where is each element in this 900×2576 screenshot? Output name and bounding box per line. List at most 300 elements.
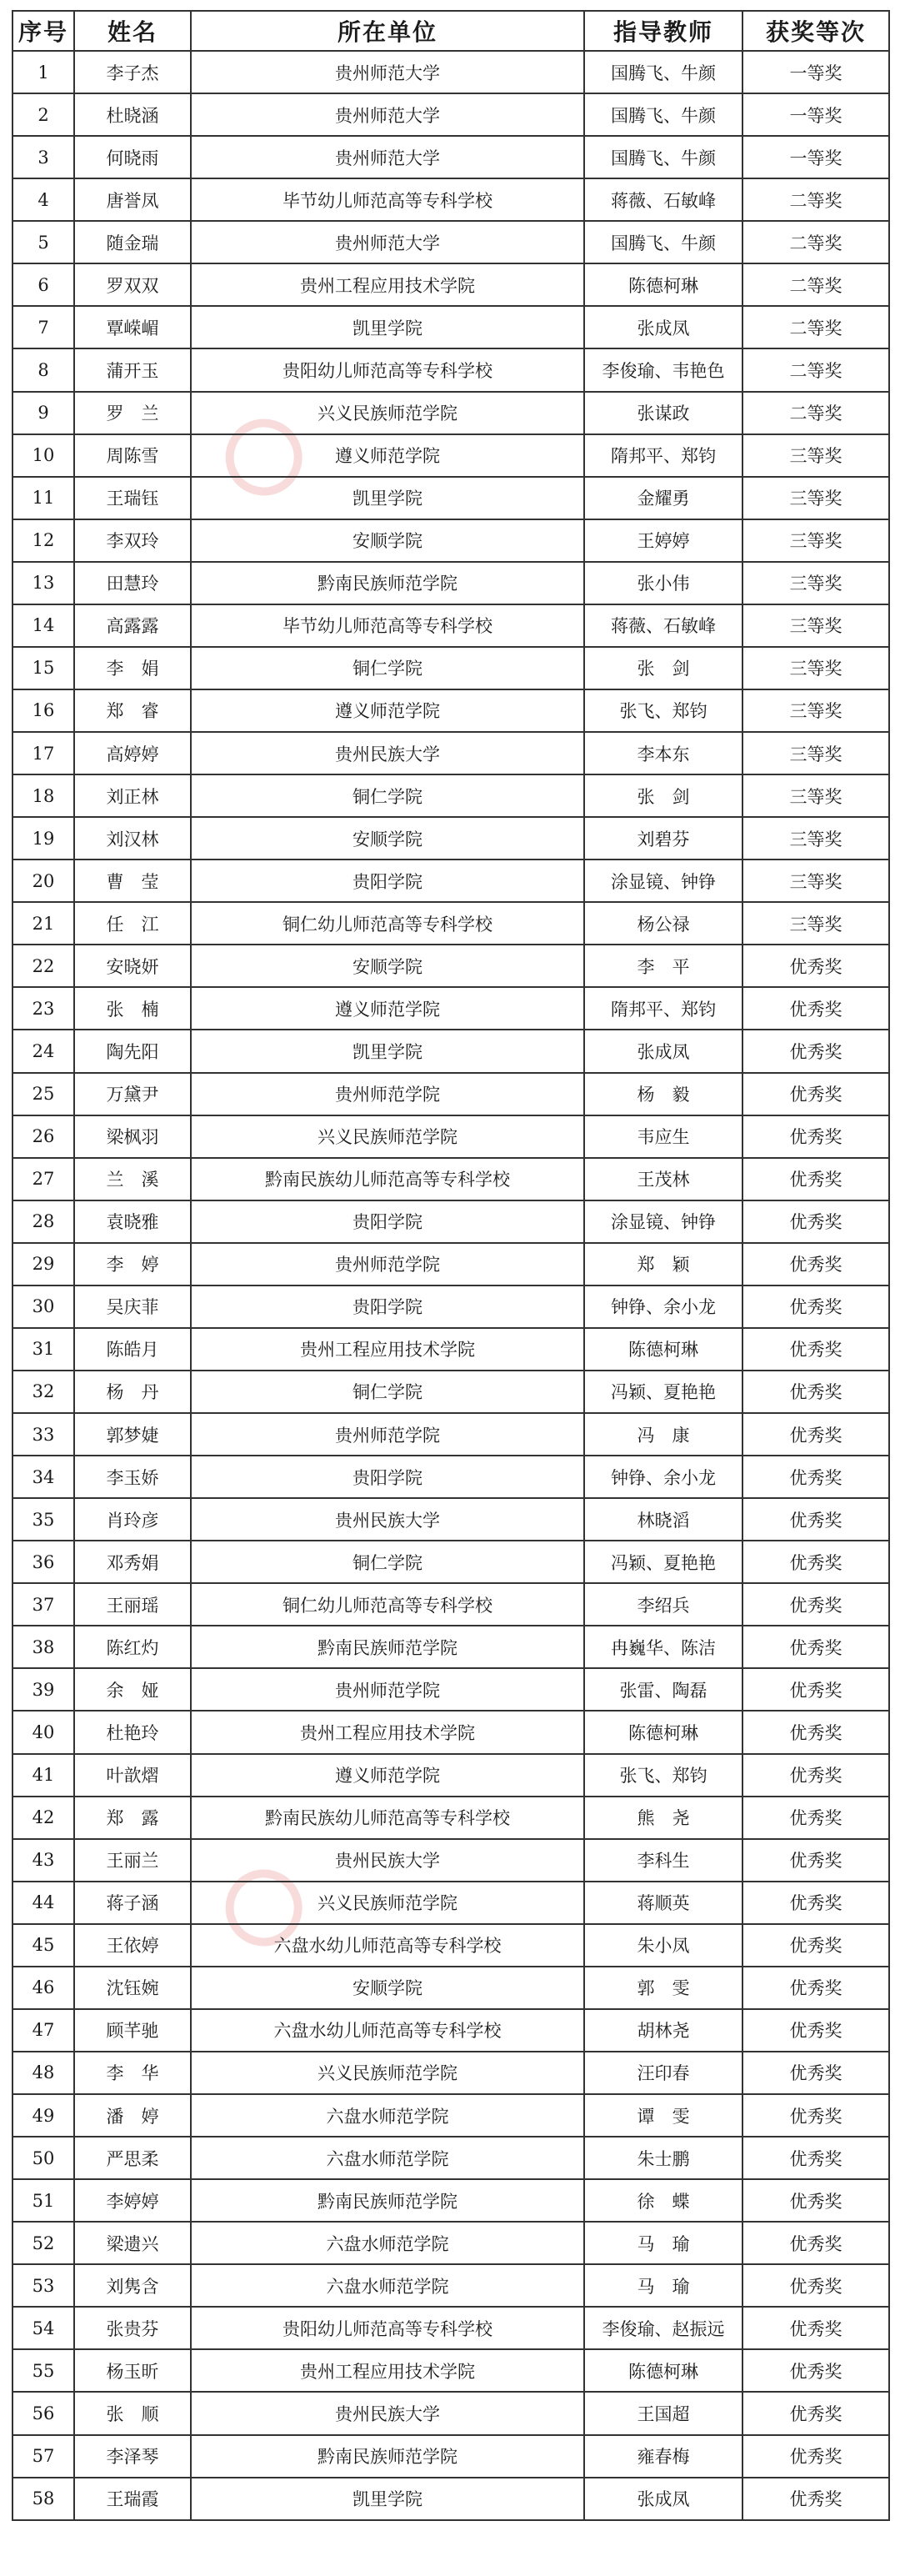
name-cell: 陈红灼 bbox=[74, 1626, 191, 1668]
award-level-cell: 三等奖 bbox=[742, 774, 889, 817]
name-cell: 郑 睿 bbox=[74, 689, 191, 732]
name-cell: 罗双双 bbox=[74, 263, 191, 306]
table-row bbox=[12, 519, 889, 562]
serial-number-cell: 22 bbox=[12, 945, 74, 987]
advisor-cell: 胡林尧 bbox=[584, 2009, 742, 2052]
institution-cell: 贵阳幼儿师范高等专科学校 bbox=[191, 348, 584, 391]
advisor-cell: 杨公禄 bbox=[584, 902, 742, 945]
table-row bbox=[12, 2264, 889, 2307]
name-cell: 王丽兰 bbox=[74, 1839, 191, 1882]
name-cell: 王瑞钰 bbox=[74, 477, 191, 519]
serial-number-cell: 43 bbox=[12, 1839, 74, 1882]
institution-cell: 铜仁学院 bbox=[191, 647, 584, 689]
advisor-cell: 国腾飞、牛颜 bbox=[584, 221, 742, 263]
table-row bbox=[12, 1073, 889, 1115]
advisor-cell: 张小伟 bbox=[584, 562, 742, 604]
serial-number-cell: 54 bbox=[12, 2307, 74, 2349]
header-award-level: 获奖等次 bbox=[742, 11, 889, 51]
name-cell: 沈钰婉 bbox=[74, 1967, 191, 2009]
award-level-cell: 优秀奖 bbox=[742, 1626, 889, 1668]
name-cell: 杜晓涵 bbox=[74, 93, 191, 136]
serial-number-cell: 4 bbox=[12, 178, 74, 221]
serial-number-cell: 49 bbox=[12, 2094, 74, 2137]
advisor-cell: 冯颖、夏艳艳 bbox=[584, 1371, 742, 1413]
name-cell: 王丽瑶 bbox=[74, 1583, 191, 1626]
advisor-cell: 刘碧芬 bbox=[584, 817, 742, 860]
serial-number-cell: 40 bbox=[12, 1711, 74, 1753]
institution-cell: 遵义师范学院 bbox=[191, 1754, 584, 1797]
name-cell: 李 娟 bbox=[74, 647, 191, 689]
serial-number-cell: 45 bbox=[12, 1924, 74, 1967]
advisor-cell: 杨 毅 bbox=[584, 1073, 742, 1115]
name-cell: 陶先阳 bbox=[74, 1030, 191, 1072]
serial-number-cell: 16 bbox=[12, 689, 74, 732]
name-cell: 高露露 bbox=[74, 604, 191, 647]
advisor-cell: 张雷、陶磊 bbox=[584, 1668, 742, 1711]
name-cell: 蒋子涵 bbox=[74, 1882, 191, 1924]
institution-cell: 兴义民族师范学院 bbox=[191, 1882, 584, 1924]
serial-number-cell: 39 bbox=[12, 1668, 74, 1711]
award-level-cell: 优秀奖 bbox=[742, 1967, 889, 2009]
institution-cell: 贵州师范学院 bbox=[191, 1073, 584, 1115]
table-row bbox=[12, 1711, 889, 1753]
institution-cell: 贵阳学院 bbox=[191, 860, 584, 902]
award-level-cell: 优秀奖 bbox=[742, 1413, 889, 1456]
name-cell: 王依婷 bbox=[74, 1924, 191, 1967]
serial-number-cell: 9 bbox=[12, 392, 74, 434]
serial-number-cell: 51 bbox=[12, 2179, 74, 2222]
award-level-cell: 优秀奖 bbox=[742, 1030, 889, 1072]
table-row bbox=[12, 860, 889, 902]
serial-number-cell: 20 bbox=[12, 860, 74, 902]
name-cell: 随金瑞 bbox=[74, 221, 191, 263]
serial-number-cell: 25 bbox=[12, 1073, 74, 1115]
advisor-cell: 李俊瑜、韦艳色 bbox=[584, 348, 742, 391]
name-cell: 陈皓月 bbox=[74, 1328, 191, 1371]
name-cell: 李婷婷 bbox=[74, 2179, 191, 2222]
table-row bbox=[12, 51, 889, 93]
institution-cell: 贵州工程应用技术学院 bbox=[191, 263, 584, 306]
table-row bbox=[12, 1924, 889, 1967]
advisor-cell: 谭 雯 bbox=[584, 2094, 742, 2137]
table-row bbox=[12, 306, 889, 348]
table-row bbox=[12, 1158, 889, 1200]
name-cell: 李子杰 bbox=[74, 51, 191, 93]
award-level-cell: 优秀奖 bbox=[742, 1541, 889, 1583]
award-level-cell: 二等奖 bbox=[742, 178, 889, 221]
award-level-cell: 优秀奖 bbox=[742, 1839, 889, 1882]
serial-number-cell: 5 bbox=[12, 221, 74, 263]
institution-cell: 铜仁学院 bbox=[191, 1371, 584, 1413]
award-level-cell: 优秀奖 bbox=[742, 2392, 889, 2434]
award-level-cell: 一等奖 bbox=[742, 51, 889, 93]
award-level-cell: 三等奖 bbox=[742, 689, 889, 732]
advisor-cell: 韦应生 bbox=[584, 1115, 742, 1158]
table-row bbox=[12, 136, 889, 178]
table-row bbox=[12, 1413, 889, 1456]
table-row bbox=[12, 1797, 889, 1839]
table-row bbox=[12, 1541, 889, 1583]
advisor-cell: 张飞、郑钧 bbox=[584, 689, 742, 732]
advisor-cell: 王婷婷 bbox=[584, 519, 742, 562]
name-cell: 杜艳玲 bbox=[74, 1711, 191, 1753]
table-row bbox=[12, 689, 889, 732]
table-row bbox=[12, 2137, 889, 2179]
header-serial-number: 序号 bbox=[12, 11, 74, 51]
table-row bbox=[12, 1200, 889, 1243]
name-cell: 万黛尹 bbox=[74, 1073, 191, 1115]
institution-cell: 六盘水师范学院 bbox=[191, 2222, 584, 2264]
serial-number-cell: 33 bbox=[12, 1413, 74, 1456]
institution-cell: 兴义民族师范学院 bbox=[191, 392, 584, 434]
table-row bbox=[12, 1498, 889, 1541]
header-institution: 所在单位 bbox=[191, 11, 584, 51]
name-cell: 田慧玲 bbox=[74, 562, 191, 604]
advisor-cell: 张 剑 bbox=[584, 647, 742, 689]
advisor-cell: 冯 康 bbox=[584, 1413, 742, 1456]
serial-number-cell: 31 bbox=[12, 1328, 74, 1371]
award-level-cell: 三等奖 bbox=[742, 860, 889, 902]
advisor-cell: 熊 尧 bbox=[584, 1797, 742, 1839]
advisor-cell: 李俊瑜、赵振远 bbox=[584, 2307, 742, 2349]
institution-cell: 六盘水师范学院 bbox=[191, 2264, 584, 2307]
name-cell: 安晓妍 bbox=[74, 945, 191, 987]
serial-number-cell: 48 bbox=[12, 2052, 74, 2094]
serial-number-cell: 1 bbox=[12, 51, 74, 93]
institution-cell: 六盘水幼儿师范高等专科学校 bbox=[191, 1924, 584, 1967]
serial-number-cell: 56 bbox=[12, 2392, 74, 2434]
institution-cell: 六盘水幼儿师范高等专科学校 bbox=[191, 2009, 584, 2052]
name-cell: 郭梦婕 bbox=[74, 1413, 191, 1456]
name-cell: 张贵芬 bbox=[74, 2307, 191, 2349]
serial-number-cell: 2 bbox=[12, 93, 74, 136]
table-row bbox=[12, 1882, 889, 1924]
advisor-cell: 徐 蝶 bbox=[584, 2179, 742, 2222]
institution-cell: 毕节幼儿师范高等专科学校 bbox=[191, 178, 584, 221]
table-row bbox=[12, 1115, 889, 1158]
table-row bbox=[12, 945, 889, 987]
table-row bbox=[12, 1626, 889, 1668]
header-row bbox=[12, 11, 889, 51]
table-row bbox=[12, 2009, 889, 2052]
award-level-cell: 优秀奖 bbox=[742, 1158, 889, 1200]
institution-cell: 凯里学院 bbox=[191, 2478, 584, 2520]
award-level-cell: 二等奖 bbox=[742, 348, 889, 391]
advisor-cell: 涂显镜、钟铮 bbox=[584, 1200, 742, 1243]
name-cell: 张 顺 bbox=[74, 2392, 191, 2434]
advisor-cell: 张 剑 bbox=[584, 774, 742, 817]
name-cell: 郑 露 bbox=[74, 1797, 191, 1839]
award-level-cell: 一等奖 bbox=[742, 93, 889, 136]
serial-number-cell: 57 bbox=[12, 2435, 74, 2478]
table-row bbox=[12, 178, 889, 221]
serial-number-cell: 11 bbox=[12, 477, 74, 519]
name-cell: 杨玉昕 bbox=[74, 2349, 191, 2392]
advisor-cell: 隋邦平、郑钧 bbox=[584, 434, 742, 477]
table-row bbox=[12, 2052, 889, 2094]
advisor-cell: 张成凤 bbox=[584, 2478, 742, 2520]
name-cell: 刘隽含 bbox=[74, 2264, 191, 2307]
name-cell: 严思柔 bbox=[74, 2137, 191, 2179]
advisor-cell: 郭 雯 bbox=[584, 1967, 742, 2009]
name-cell: 李双玲 bbox=[74, 519, 191, 562]
name-cell: 蒲开玉 bbox=[74, 348, 191, 391]
advisor-cell: 王国超 bbox=[584, 2392, 742, 2434]
name-cell: 罗 兰 bbox=[74, 392, 191, 434]
serial-number-cell: 6 bbox=[12, 263, 74, 306]
institution-cell: 贵州师范学院 bbox=[191, 1668, 584, 1711]
advisor-cell: 李绍兵 bbox=[584, 1583, 742, 1626]
award-level-cell: 二等奖 bbox=[742, 221, 889, 263]
serial-number-cell: 26 bbox=[12, 1115, 74, 1158]
institution-cell: 贵州师范大学 bbox=[191, 51, 584, 93]
table-row bbox=[12, 774, 889, 817]
advisor-cell: 陈德柯琳 bbox=[584, 1711, 742, 1753]
advisor-cell: 朱士鹏 bbox=[584, 2137, 742, 2179]
institution-cell: 凯里学院 bbox=[191, 306, 584, 348]
name-cell: 高婷婷 bbox=[74, 732, 191, 774]
advisor-cell: 王茂林 bbox=[584, 1158, 742, 1200]
advisor-cell: 冉巍华、陈洁 bbox=[584, 1626, 742, 1668]
institution-cell: 兴义民族师范学院 bbox=[191, 1115, 584, 1158]
award-level-cell: 优秀奖 bbox=[742, 1498, 889, 1541]
advisor-cell: 马 瑜 bbox=[584, 2264, 742, 2307]
serial-number-cell: 37 bbox=[12, 1583, 74, 1626]
advisor-cell: 李本东 bbox=[584, 732, 742, 774]
advisor-cell: 陈德柯琳 bbox=[584, 2349, 742, 2392]
award-level-cell: 优秀奖 bbox=[742, 2264, 889, 2307]
award-level-cell: 优秀奖 bbox=[742, 1924, 889, 1967]
award-level-cell: 三等奖 bbox=[742, 519, 889, 562]
institution-cell: 铜仁幼儿师范高等专科学校 bbox=[191, 1583, 584, 1626]
table-row bbox=[12, 2435, 889, 2478]
name-cell: 邓秀娟 bbox=[74, 1541, 191, 1583]
advisor-cell: 汪印春 bbox=[584, 2052, 742, 2094]
award-level-cell: 优秀奖 bbox=[742, 1583, 889, 1626]
name-cell: 李 华 bbox=[74, 2052, 191, 2094]
table-row bbox=[12, 1285, 889, 1328]
advisor-cell: 钟铮、余小龙 bbox=[584, 1456, 742, 1498]
name-cell: 李泽琴 bbox=[74, 2435, 191, 2478]
table-row bbox=[12, 1328, 889, 1371]
institution-cell: 贵州民族大学 bbox=[191, 732, 584, 774]
advisor-cell: 雍春梅 bbox=[584, 2435, 742, 2478]
institution-cell: 贵州工程应用技术学院 bbox=[191, 1711, 584, 1753]
award-level-cell: 优秀奖 bbox=[742, 1668, 889, 1711]
table-row bbox=[12, 1668, 889, 1711]
award-level-cell: 三等奖 bbox=[742, 562, 889, 604]
header-advisor: 指导教师 bbox=[584, 11, 742, 51]
institution-cell: 黔南民族师范学院 bbox=[191, 2179, 584, 2222]
institution-cell: 兴义民族师范学院 bbox=[191, 2052, 584, 2094]
advisor-cell: 蒋薇、石敏峰 bbox=[584, 604, 742, 647]
name-cell: 周陈雪 bbox=[74, 434, 191, 477]
award-list-table bbox=[12, 10, 890, 2521]
name-cell: 刘汉林 bbox=[74, 817, 191, 860]
table-row bbox=[12, 987, 889, 1030]
serial-number-cell: 8 bbox=[12, 348, 74, 391]
serial-number-cell: 30 bbox=[12, 1285, 74, 1328]
advisor-cell: 国腾飞、牛颜 bbox=[584, 93, 742, 136]
table-row bbox=[12, 1754, 889, 1797]
table-row bbox=[12, 902, 889, 945]
institution-cell: 铜仁幼儿师范高等专科学校 bbox=[191, 902, 584, 945]
advisor-cell: 隋邦平、郑钧 bbox=[584, 987, 742, 1030]
serial-number-cell: 24 bbox=[12, 1030, 74, 1072]
table-header bbox=[12, 11, 889, 51]
name-cell: 李 婷 bbox=[74, 1243, 191, 1285]
table-row bbox=[12, 392, 889, 434]
institution-cell: 黔南民族师范学院 bbox=[191, 1626, 584, 1668]
institution-cell: 贵州师范大学 bbox=[191, 136, 584, 178]
advisor-cell: 张飞、郑钧 bbox=[584, 1754, 742, 1797]
serial-number-cell: 34 bbox=[12, 1456, 74, 1498]
award-level-cell: 三等奖 bbox=[742, 647, 889, 689]
award-level-cell: 优秀奖 bbox=[742, 1797, 889, 1839]
advisor-cell: 郑 颖 bbox=[584, 1243, 742, 1285]
serial-number-cell: 52 bbox=[12, 2222, 74, 2264]
serial-number-cell: 7 bbox=[12, 306, 74, 348]
award-level-cell: 优秀奖 bbox=[742, 1711, 889, 1753]
table-row bbox=[12, 647, 889, 689]
name-cell: 吴庆菲 bbox=[74, 1285, 191, 1328]
institution-cell: 贵阳学院 bbox=[191, 1200, 584, 1243]
institution-cell: 毕节幼儿师范高等专科学校 bbox=[191, 604, 584, 647]
institution-cell: 凯里学院 bbox=[191, 477, 584, 519]
award-level-cell: 优秀奖 bbox=[742, 945, 889, 987]
name-cell: 唐誉凤 bbox=[74, 178, 191, 221]
institution-cell: 遵义师范学院 bbox=[191, 434, 584, 477]
serial-number-cell: 21 bbox=[12, 902, 74, 945]
serial-number-cell: 29 bbox=[12, 1243, 74, 1285]
table-row bbox=[12, 1371, 889, 1413]
advisor-cell: 马 瑜 bbox=[584, 2222, 742, 2264]
table-row bbox=[12, 263, 889, 306]
serial-number-cell: 14 bbox=[12, 604, 74, 647]
table-row bbox=[12, 817, 889, 860]
award-level-cell: 优秀奖 bbox=[742, 1243, 889, 1285]
serial-number-cell: 13 bbox=[12, 562, 74, 604]
table-row bbox=[12, 2478, 889, 2520]
award-level-cell: 二等奖 bbox=[742, 306, 889, 348]
award-level-cell: 优秀奖 bbox=[742, 2137, 889, 2179]
institution-cell: 遵义师范学院 bbox=[191, 689, 584, 732]
award-level-cell: 优秀奖 bbox=[742, 1115, 889, 1158]
serial-number-cell: 18 bbox=[12, 774, 74, 817]
serial-number-cell: 53 bbox=[12, 2264, 74, 2307]
institution-cell: 黔南民族师范学院 bbox=[191, 2435, 584, 2478]
institution-cell: 凯里学院 bbox=[191, 1030, 584, 1072]
advisor-cell: 张谋政 bbox=[584, 392, 742, 434]
table-row bbox=[12, 1839, 889, 1882]
serial-number-cell: 27 bbox=[12, 1158, 74, 1200]
table-row bbox=[12, 221, 889, 263]
table-body bbox=[12, 51, 889, 2520]
award-level-cell: 优秀奖 bbox=[742, 2349, 889, 2392]
award-level-cell: 三等奖 bbox=[742, 902, 889, 945]
name-cell: 刘正林 bbox=[74, 774, 191, 817]
institution-cell: 黔南民族幼儿师范高等专科学校 bbox=[191, 1158, 584, 1200]
table-row bbox=[12, 1243, 889, 1285]
header-name: 姓名 bbox=[74, 11, 191, 51]
advisor-cell: 陈德柯琳 bbox=[584, 263, 742, 306]
award-level-cell: 三等奖 bbox=[742, 817, 889, 860]
advisor-cell: 国腾飞、牛颜 bbox=[584, 136, 742, 178]
table-row bbox=[12, 1583, 889, 1626]
serial-number-cell: 50 bbox=[12, 2137, 74, 2179]
advisor-cell: 涂显镜、钟铮 bbox=[584, 860, 742, 902]
name-cell: 梁遗兴 bbox=[74, 2222, 191, 2264]
institution-cell: 贵州师范学院 bbox=[191, 1243, 584, 1285]
name-cell: 兰 溪 bbox=[74, 1158, 191, 1200]
table-row bbox=[12, 732, 889, 774]
award-level-cell: 优秀奖 bbox=[742, 1882, 889, 1924]
institution-cell: 贵州民族大学 bbox=[191, 1839, 584, 1882]
award-level-cell: 优秀奖 bbox=[742, 2179, 889, 2222]
institution-cell: 六盘水师范学院 bbox=[191, 2094, 584, 2137]
institution-cell: 黔南民族师范学院 bbox=[191, 562, 584, 604]
table-row bbox=[12, 1030, 889, 1072]
institution-cell: 贵州师范大学 bbox=[191, 93, 584, 136]
award-level-cell: 优秀奖 bbox=[742, 1371, 889, 1413]
serial-number-cell: 36 bbox=[12, 1541, 74, 1583]
table-row bbox=[12, 604, 889, 647]
name-cell: 任 江 bbox=[74, 902, 191, 945]
institution-cell: 贵阳学院 bbox=[191, 1285, 584, 1328]
table-row bbox=[12, 2392, 889, 2434]
advisor-cell: 李 平 bbox=[584, 945, 742, 987]
advisor-cell: 林晓滔 bbox=[584, 1498, 742, 1541]
name-cell: 叶歆熠 bbox=[74, 1754, 191, 1797]
serial-number-cell: 55 bbox=[12, 2349, 74, 2392]
table-row bbox=[12, 434, 889, 477]
table-row bbox=[12, 2349, 889, 2392]
institution-cell: 遵义师范学院 bbox=[191, 987, 584, 1030]
table-row bbox=[12, 1456, 889, 1498]
award-level-cell: 优秀奖 bbox=[742, 1073, 889, 1115]
award-level-cell: 优秀奖 bbox=[742, 1285, 889, 1328]
advisor-cell: 国腾飞、牛颜 bbox=[584, 51, 742, 93]
award-level-cell: 优秀奖 bbox=[742, 2222, 889, 2264]
award-level-cell: 优秀奖 bbox=[742, 1200, 889, 1243]
serial-number-cell: 17 bbox=[12, 732, 74, 774]
serial-number-cell: 23 bbox=[12, 987, 74, 1030]
serial-number-cell: 44 bbox=[12, 1882, 74, 1924]
serial-number-cell: 41 bbox=[12, 1754, 74, 1797]
award-level-cell: 二等奖 bbox=[742, 263, 889, 306]
award-level-cell: 优秀奖 bbox=[742, 2435, 889, 2478]
advisor-cell: 冯颖、夏艳艳 bbox=[584, 1541, 742, 1583]
institution-cell: 安顺学院 bbox=[191, 1967, 584, 2009]
serial-number-cell: 3 bbox=[12, 136, 74, 178]
award-level-cell: 优秀奖 bbox=[742, 1456, 889, 1498]
institution-cell: 贵州师范大学 bbox=[191, 221, 584, 263]
award-level-cell: 优秀奖 bbox=[742, 2052, 889, 2094]
institution-cell: 贵州工程应用技术学院 bbox=[191, 2349, 584, 2392]
advisor-cell: 朱小凤 bbox=[584, 1924, 742, 1967]
name-cell: 梁枫羽 bbox=[74, 1115, 191, 1158]
advisor-cell: 陈德柯琳 bbox=[584, 1328, 742, 1371]
table-row bbox=[12, 562, 889, 604]
serial-number-cell: 10 bbox=[12, 434, 74, 477]
table-row bbox=[12, 2094, 889, 2137]
name-cell: 顾芊驰 bbox=[74, 2009, 191, 2052]
institution-cell: 贵州民族大学 bbox=[191, 1498, 584, 1541]
serial-number-cell: 19 bbox=[12, 817, 74, 860]
advisor-cell: 李科生 bbox=[584, 1839, 742, 1882]
name-cell: 曹 莹 bbox=[74, 860, 191, 902]
serial-number-cell: 38 bbox=[12, 1626, 74, 1668]
